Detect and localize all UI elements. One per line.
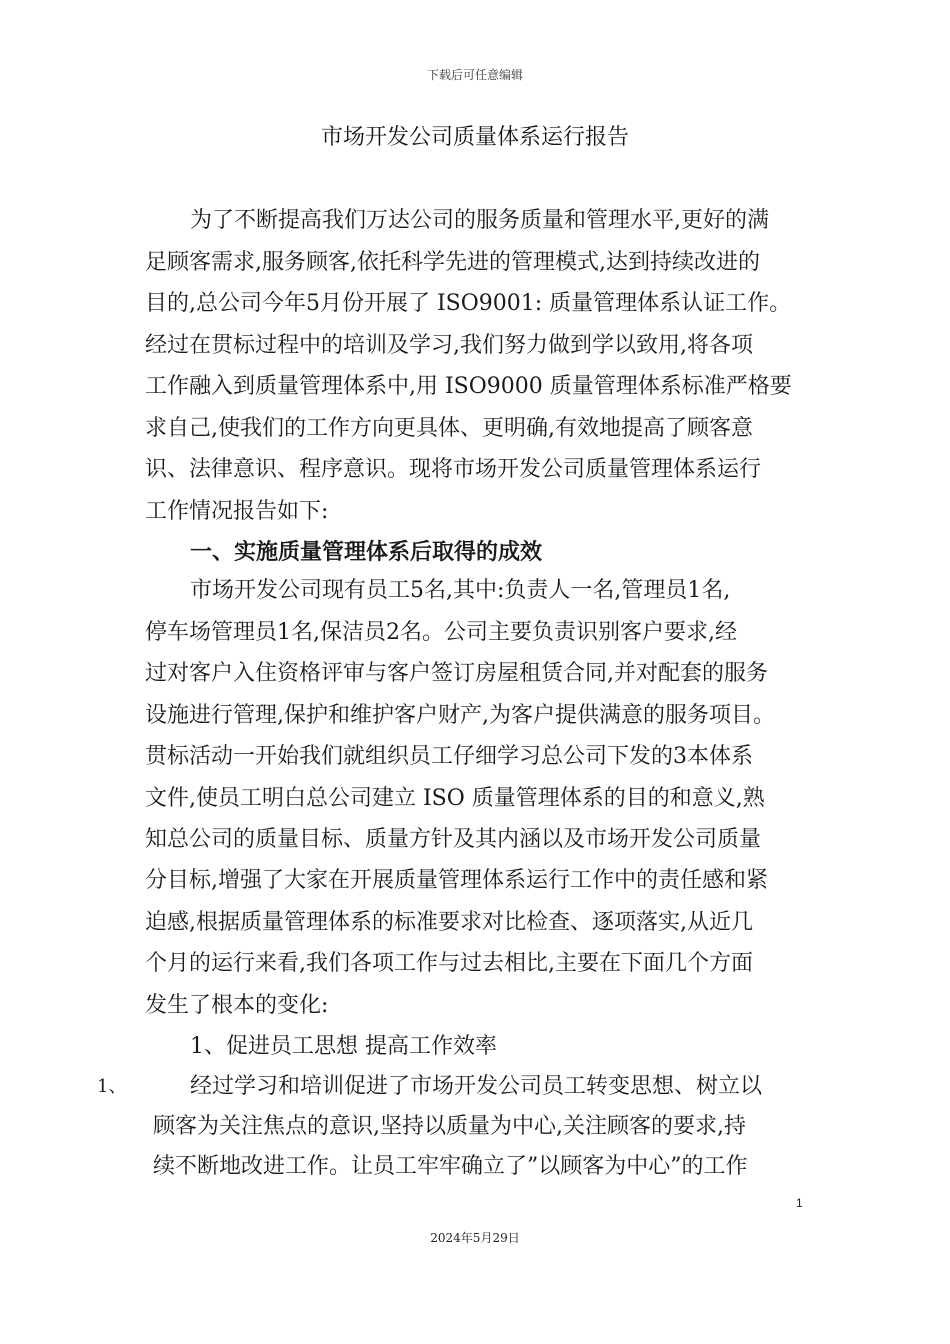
list-line: 顾客为关注焦点的意识,坚持以质量为中心,关注顾客的要求,持 [153,1114,746,1139]
section-line: 文件,使员工明白总公司建立 ISO 质量管理体系的目的和意义,熟 [145,786,765,811]
section-line: 分目标,增强了大家在开展质量管理体系运行工作中的责任感和紧 [145,868,768,893]
list-marker: 1、 [97,1076,127,1097]
section-heading: 一、实施质量管理体系后取得的成效 [190,540,543,565]
section-line: 个月的运行来看,我们各项工作与过去相比,主要在下面几个方面 [145,951,753,976]
section-line: 贯标活动一开始我们就组织员工仔细学习总公司下发的3本体系 [145,744,753,769]
header-note: 下载后可任意编辑 [426,68,523,82]
intro-line: 足顾客需求,服务顾客,依托科学先进的管理模式,达到持续改进的 [145,250,760,275]
intro-line: 经过在贯标过程中的培训及学习,我们努力做到学以致用,将各项 [145,333,753,358]
section-line: 停车场管理员1名,保洁员2名。公司主要负责识别客户要求,经 [145,620,737,645]
intro-line: 识、法律意识、程序意识。现将市场开发公司质量管理体系运行 [145,457,762,482]
intro-line: 求自己,使我们的工作方向更具体、更明确,有效地提高了顾客意 [145,416,753,441]
page-number: 1 [796,1196,803,1210]
list-line: 经过学习和培训促进了市场开发公司员工转变思想、树立以 [190,1074,763,1099]
subheading: 1、促进员工思想 提高工作效率 [190,1034,497,1059]
document-title: 市场开发公司质量体系运行报告 [320,125,629,150]
section-line: 过对客户入住资格评审与客户签订房屋租赁合同,并对配套的服务 [145,661,768,686]
section-line: 迫感,根据质量管理体系的标准要求对比检查、逐项落实,从近几 [145,910,753,935]
footer-date: 2024年5月29日 [430,1231,520,1245]
intro-line: 工作融入到质量管理体系中,用 ISO9000 质量管理体系标准严格要 [145,374,792,399]
section-line: 知总公司的质量目标、质量方针及其内涵以及市场开发公司质量 [145,827,762,852]
intro-line: 目的,总公司今年5月份开展了 ISO9001: 质量管理体系认证工作。 [145,291,792,316]
intro-line: 工作情况报告如下: [145,499,329,524]
section-line: 市场开发公司现有员工5名,其中:负责人一名,管理员1名, [190,578,731,603]
section-line: 设施进行管理,保护和维护客户财产,为客户提供满意的服务项目。 [145,703,775,728]
intro-line: 为了不断提高我们万达公司的服务质量和管理水平,更好的满 [190,208,769,233]
list-line: 续不断地改进工作。让员工牢牢确立了”以顾客为中心”的工作 [153,1154,748,1179]
section-line: 发生了根本的变化: [145,993,329,1018]
